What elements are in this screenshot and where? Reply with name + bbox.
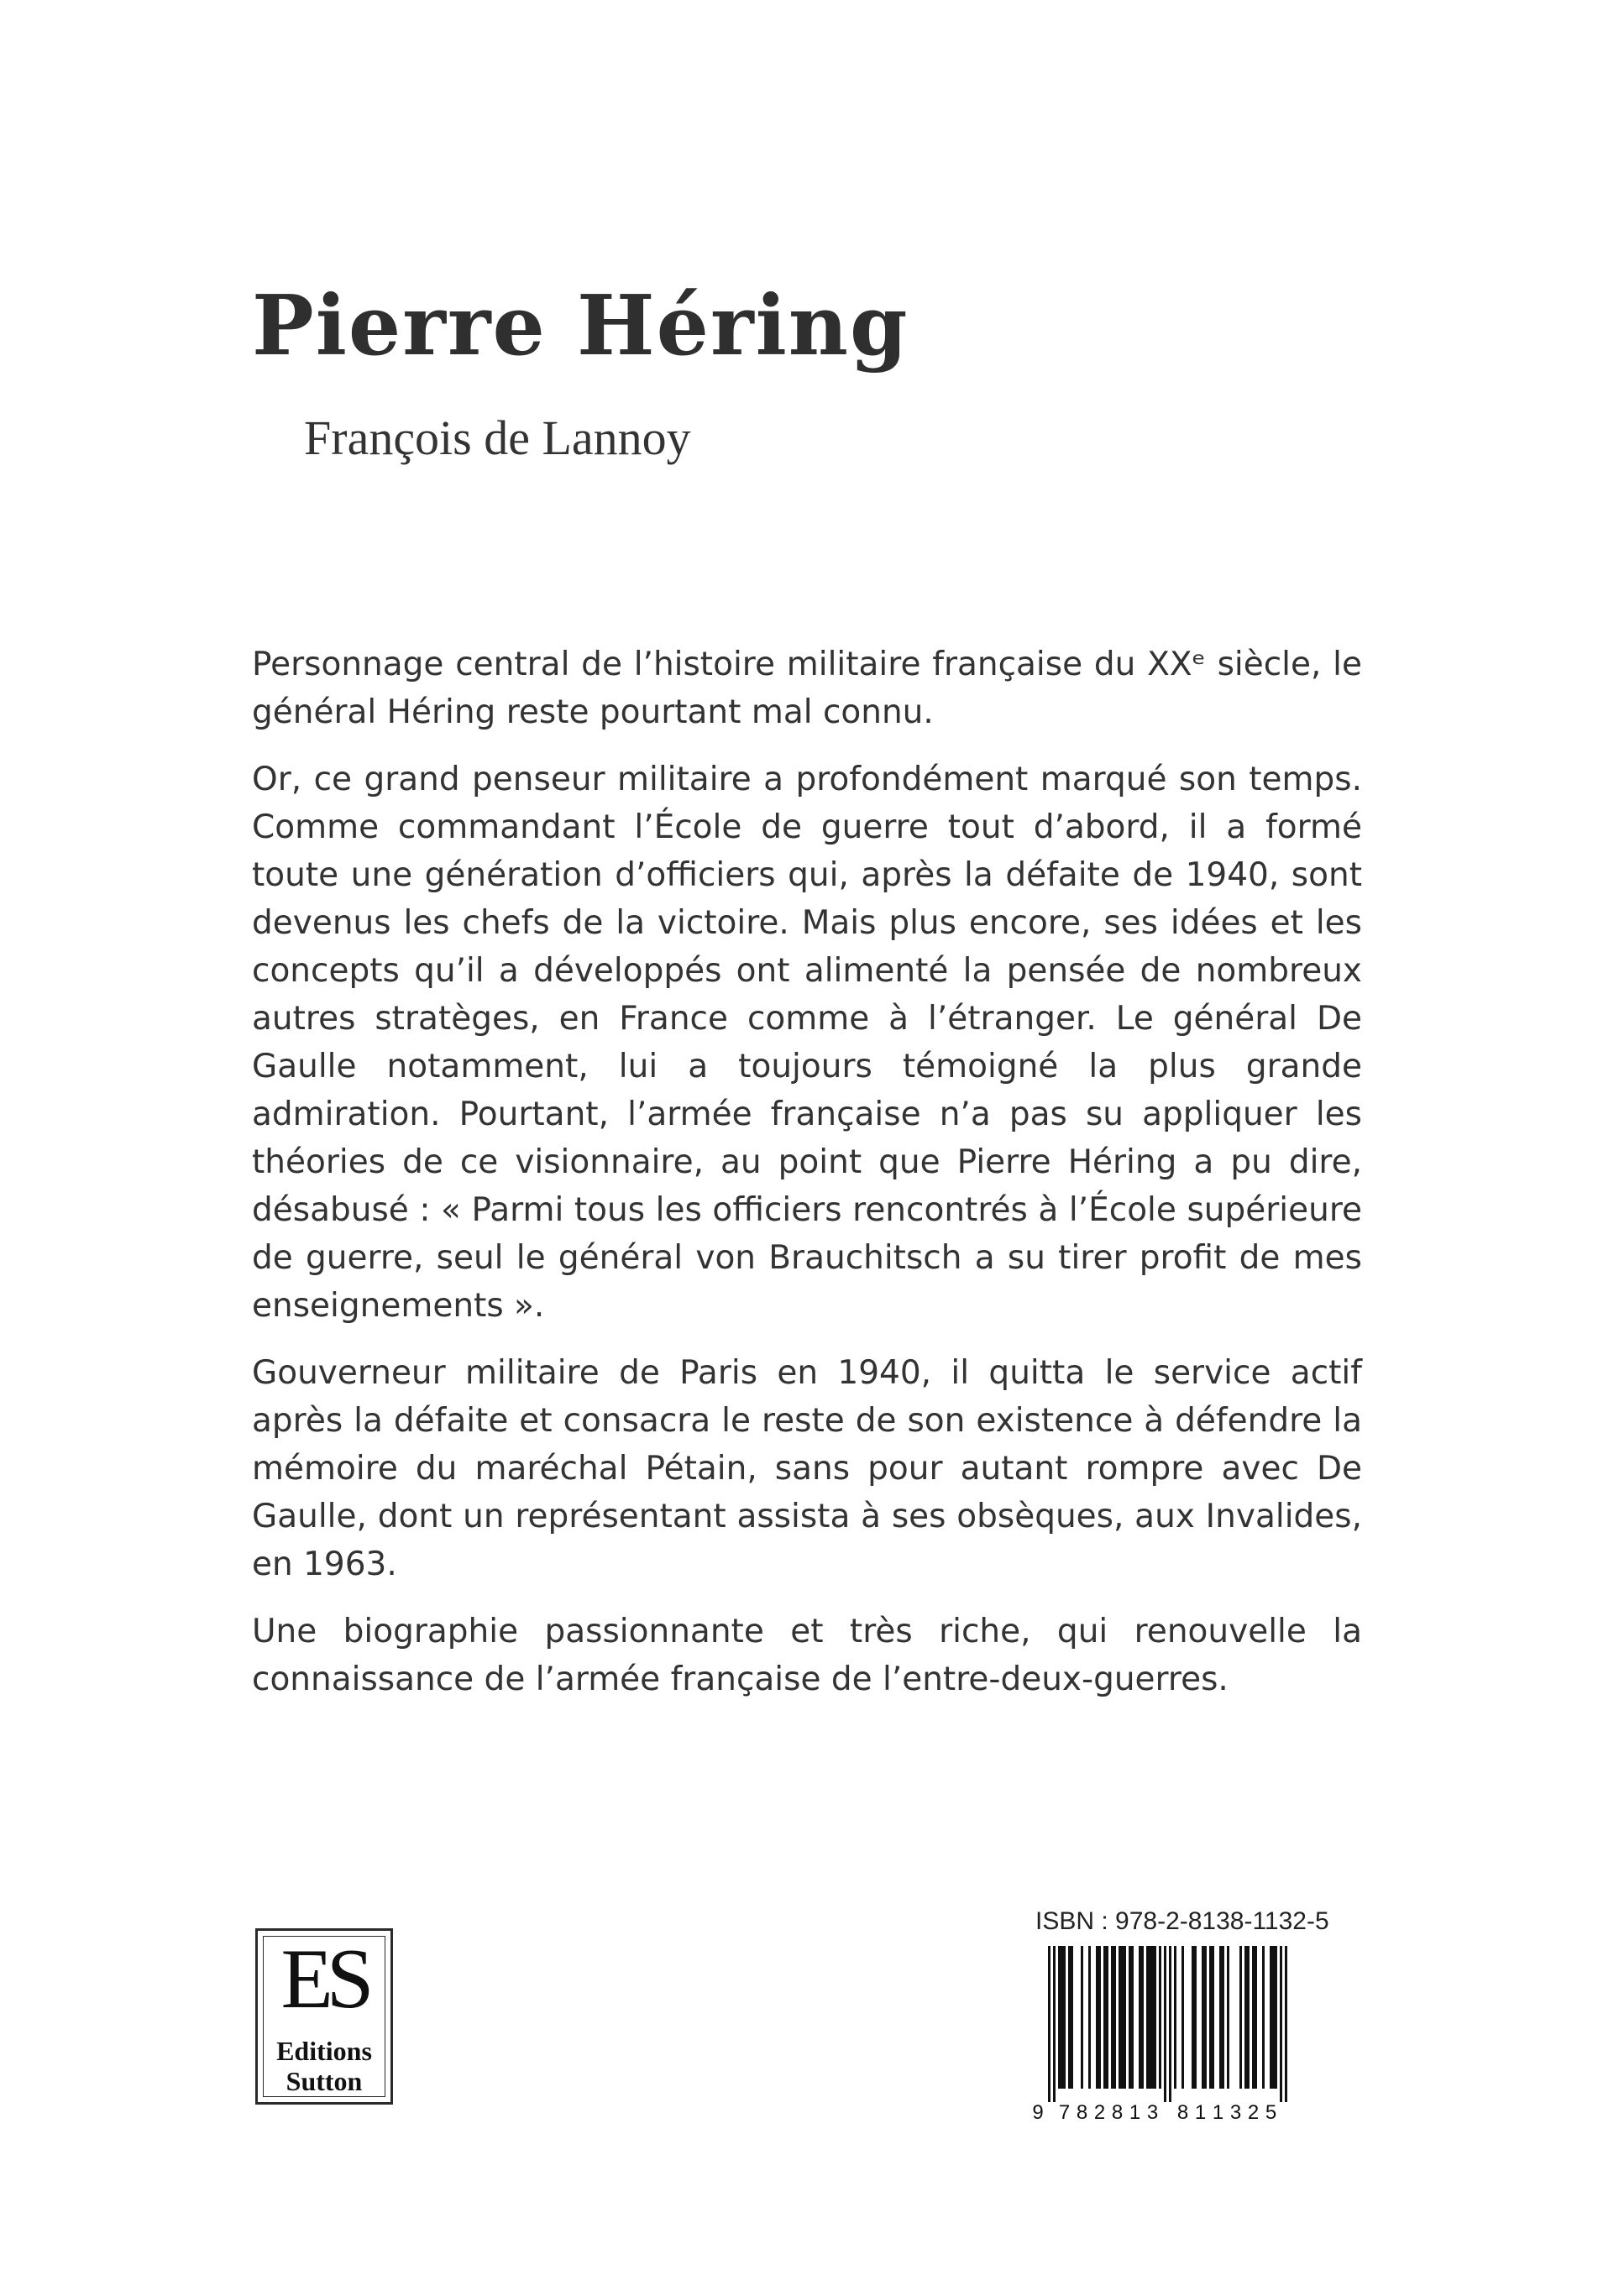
barcode-bar xyxy=(1255,1946,1257,2089)
barcode-bar xyxy=(1247,1946,1250,2089)
barcode-bar xyxy=(1119,1946,1121,2089)
barcode-bar xyxy=(1124,1946,1126,2089)
barcode-bar xyxy=(1164,1946,1166,2102)
barcode-bar xyxy=(1219,1946,1222,2089)
barcode-bar xyxy=(1058,1946,1061,2089)
barcode-bar xyxy=(1280,1946,1282,2102)
blurb-paragraph-2: Or, ce grand penseur militaire a profondément marqué son temps. Comme commandant l’École de guerre tout d’abord, il a formé toute une génération d’officiers qui, après la défaite de 1940, sont devenus les chefs de la victoire. Mais plus encore, ses idées et les concepts qu’il a développés ont alimenté la pensée de nombreux autres stratèges, en France comme à l’étranger. Le général De Gaulle notamment, lui a toujours témoigné la plus grande admiration. Pourtant, l’armée française n’a pas su appliquer les théories de ce visionnaire, au point que Pierre Héring a pu dire, désabusé : « Parmi tous les officiers rencontrés à l’École supérieure de guerre, seul le général von Brauchitsch a su tirer profit de mes enseignements ». xyxy=(252,761,1362,1325)
barcode-bar xyxy=(1103,1946,1106,2089)
barcode-digit: 9 xyxy=(1032,2101,1044,2124)
barcode-digit: 8 xyxy=(1111,2101,1124,2124)
barcode-bar xyxy=(1202,1946,1204,2089)
barcode-digit: 7 xyxy=(1058,2101,1071,2124)
barcode-bar xyxy=(1222,1946,1224,2089)
barcode-digit: 5 xyxy=(1265,2101,1277,2124)
barcode-bar xyxy=(1088,1946,1091,2089)
barcode-bar xyxy=(1106,1946,1108,2089)
back-cover-blurb xyxy=(252,641,1362,1723)
barcode-bar xyxy=(1048,1946,1050,2102)
publisher-name-line-2: Sutton xyxy=(286,2066,363,2096)
barcode-bar xyxy=(1111,1946,1113,2089)
barcode-bar xyxy=(1227,1946,1229,2089)
barcode-bar xyxy=(1209,1946,1212,2089)
barcode-bar xyxy=(1121,1946,1124,2089)
barcode-digit: 8 xyxy=(1076,2101,1088,2124)
barcode-bar xyxy=(1285,1946,1287,2102)
barcode-bar xyxy=(1262,1946,1265,2089)
barcode-bar xyxy=(1169,1946,1171,2102)
barcode-digit: 3 xyxy=(1229,2101,1242,2124)
barcode-bar xyxy=(1154,1946,1156,2089)
isbn-barcode xyxy=(1030,1946,1323,2126)
barcode-bar xyxy=(1244,1946,1247,2089)
barcode-bar xyxy=(1159,1946,1161,2089)
barcode-bar xyxy=(1061,1946,1063,2089)
barcode-bar xyxy=(1131,1946,1134,2089)
barcode-bar xyxy=(1113,1946,1116,2089)
barcode-bar xyxy=(1141,1946,1144,2089)
barcode-bar xyxy=(1146,1946,1149,2089)
barcode-bar xyxy=(1098,1946,1101,2089)
barcode-bar xyxy=(1174,1946,1176,2089)
barcode-bar xyxy=(1129,1946,1131,2089)
barcode-bar xyxy=(1270,1946,1272,2089)
barcode-digit: 1 xyxy=(1129,2101,1141,2124)
barcode-bar xyxy=(1096,1946,1098,2089)
isbn-label: ISBN : 978-2-8138-1132-5 xyxy=(1035,1907,1329,1935)
book-title: Pierre Héring xyxy=(252,278,909,374)
barcode-bar xyxy=(1204,1946,1207,2089)
barcode-bar xyxy=(1139,1946,1141,2089)
barcode-bar xyxy=(1192,1946,1194,2089)
barcode-digit: 8 xyxy=(1176,2101,1189,2124)
barcode-digit: 2 xyxy=(1247,2101,1260,2124)
publisher-monogram: ES xyxy=(280,1932,368,2027)
barcode-digit: 3 xyxy=(1146,2101,1159,2124)
barcode-bar xyxy=(1063,1946,1066,2089)
barcode-bar xyxy=(1068,1946,1071,2089)
barcode-bar xyxy=(1239,1946,1242,2089)
barcode-digit: 1 xyxy=(1212,2101,1224,2124)
blurb-paragraph-1: Personnage central de l’histoire militaire française du XXᵉ siècle, le général Héring reste pourtant mal connu. xyxy=(252,646,1362,731)
barcode-bar xyxy=(1071,1946,1073,2089)
barcode-bar xyxy=(1149,1946,1151,2089)
barcode-bar xyxy=(1272,1946,1275,2089)
barcode-bar xyxy=(1194,1946,1197,2089)
barcode-bar xyxy=(1212,1946,1214,2089)
barcode-digits xyxy=(1032,2101,1276,2124)
barcode-bar xyxy=(1181,1946,1184,2089)
barcode-bar xyxy=(1275,1946,1277,2089)
barcode-bar xyxy=(1081,1946,1083,2089)
barcode-bar xyxy=(1053,1946,1056,2102)
publisher-logo xyxy=(255,1928,393,2105)
barcode-digit: 2 xyxy=(1093,2101,1106,2124)
author-name: François de Lannoy xyxy=(304,411,691,465)
barcode-digit: 1 xyxy=(1194,2101,1207,2124)
barcode-bar xyxy=(1252,1946,1255,2089)
barcode-bar xyxy=(1151,1946,1154,2089)
blurb-paragraph-4: Une biographie passionnante et très riche, qui renouvelle la connaissance de l’armée française de l’entre-deux-guerres. xyxy=(252,1613,1362,1698)
publisher-name-line-1: Editions xyxy=(276,2036,372,2066)
blurb-paragraph-3: Gouverneur militaire de Paris en 1940, il quitta le service actif après la défaite et consacra le reste de son existence à défendre la mémoire du maréchal Pétain, sans pour autant rompre avec De Gaulle, dont un représentant assista à ses obsèques, aux Invalides, en 1963. xyxy=(252,1354,1362,1583)
